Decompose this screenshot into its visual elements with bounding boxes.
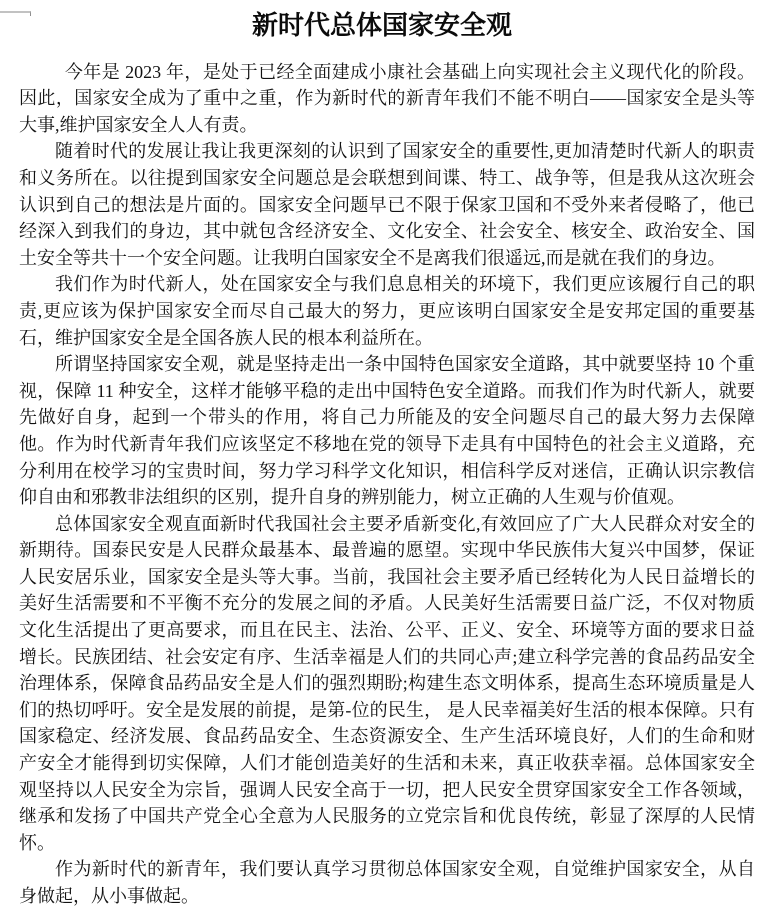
document-title: 新时代总体国家安全观: [251, 10, 512, 40]
document-body: [0, 59, 764, 910]
paragraph-5: 总体国家安全观直面新时代我国社会主要矛盾新变化,有效回应了广大人民群众对安全的新期待。国泰民安是人民群众最基本、最普遍的愿望。实现中华民族伟大复兴中国梦，保证人民安居乐业，国家安全是头等大事。当前，我国社会主要矛盾已经转化为人民日益增长的美好生活需要和不平衡不充分的发展之间的矛盾。人民美好生活需要日益广泛，不仅对物质文化生活提出了更高要求，而且在民主、法治、公平、正义、安全、环境等方面的要求日益增长。民族团结、社会安定有序、生活幸福是人们的共同心声;建立科学完善的食品药品安全治理体系，保障食品药品安全是人们的强烈期盼;构建生态文明体系，提高生态环境质量是人们的热切呼吁。安全是发展的前提，是第-位的民生， 是人民幸福美好生活的根本保障。只有国家稳定、经济发展、食品药品安全、生态资源安全、生产生活环境良好，人们的生命和财产安全才能得到切实保障，人们才能创造美好的生活和未来，真正收获幸福。总体国家安全观坚持以人民安全为宗旨，强调人民安全高于一切，把人民安全贯穿国家安全工作各领域，继承和发扬了中国共产党全心全意为人民服务的立党宗旨和优良传统，彰显了深厚的人民情怀。: [19, 513, 755, 853]
document-page: [0, 10, 764, 906]
paragraph-1: 今年是 2023 年，是处于已经全面建成小康社会基础上向实现社会主义现代化的阶段。因此，国家安全成为了重中之重，作为新时代的新青年我们不能不明白——国家安全是头等大事,维护国家安全人人有责。: [19, 61, 755, 135]
paragraph-2: 随着时代的发展让我让我更深刻的认识到了国家安全的重要性,更加清楚时代新人的职责和义务所在。以往提到国家安全问题总是会联想到间谍、特工、战争等，但是我从这次班会认识到自己的想法是片面的。国家安全问题早已不限于保家卫国和不受外来者侵略了，他已经深入到我们的身边，其中就包含经济安全、文化安全、社会安全、核安全、政治安全、国土安全等共十一个安全问题。让我明白国家安全不是离我们很遥远,而是就在我们的身边。: [19, 141, 755, 268]
paragraph-6-clipped: 作为新时代的新青年，我们要认真学习贯彻总体国家安全观，自觉维护国家安全，从自身做起，从小事做起。: [19, 859, 755, 906]
paragraph-3: 我们作为时代新人，处在国家安全与我们息息相关的环境下，我们更应该履行自己的职责,更应该为保护国家安全而尽自己最大的努力，更应该明白国家安全是安邦定国的重要基石，维护国家安全是全国各族人民的根本利益所在。: [19, 274, 755, 348]
page-corner-mark: [0, 11, 31, 16]
paragraph-4: 所谓坚持国家安全观，就是坚持走出一条中国特色国家安全道路，其中就要坚持 10 个重视，保障 11 种安全，这样才能够平稳的走出中国特色安全道路。而我们作为时代新人，就要先做好自身，起到一个带头的作用，将自己力所能及的安全问题尽自己的最大努力去保障他。作为时代新青年我们应该坚定不移地在党的领导下走具有中国特色的社会主义道路，充分利用在校学习的宝贵时间，努力学习科学文化知识，相信科学反对迷信，正确认识宗教信仰自由和邪教非法组织的区别，提升自身的辨别能力，树立正确的人生观与价值观。: [19, 354, 755, 508]
